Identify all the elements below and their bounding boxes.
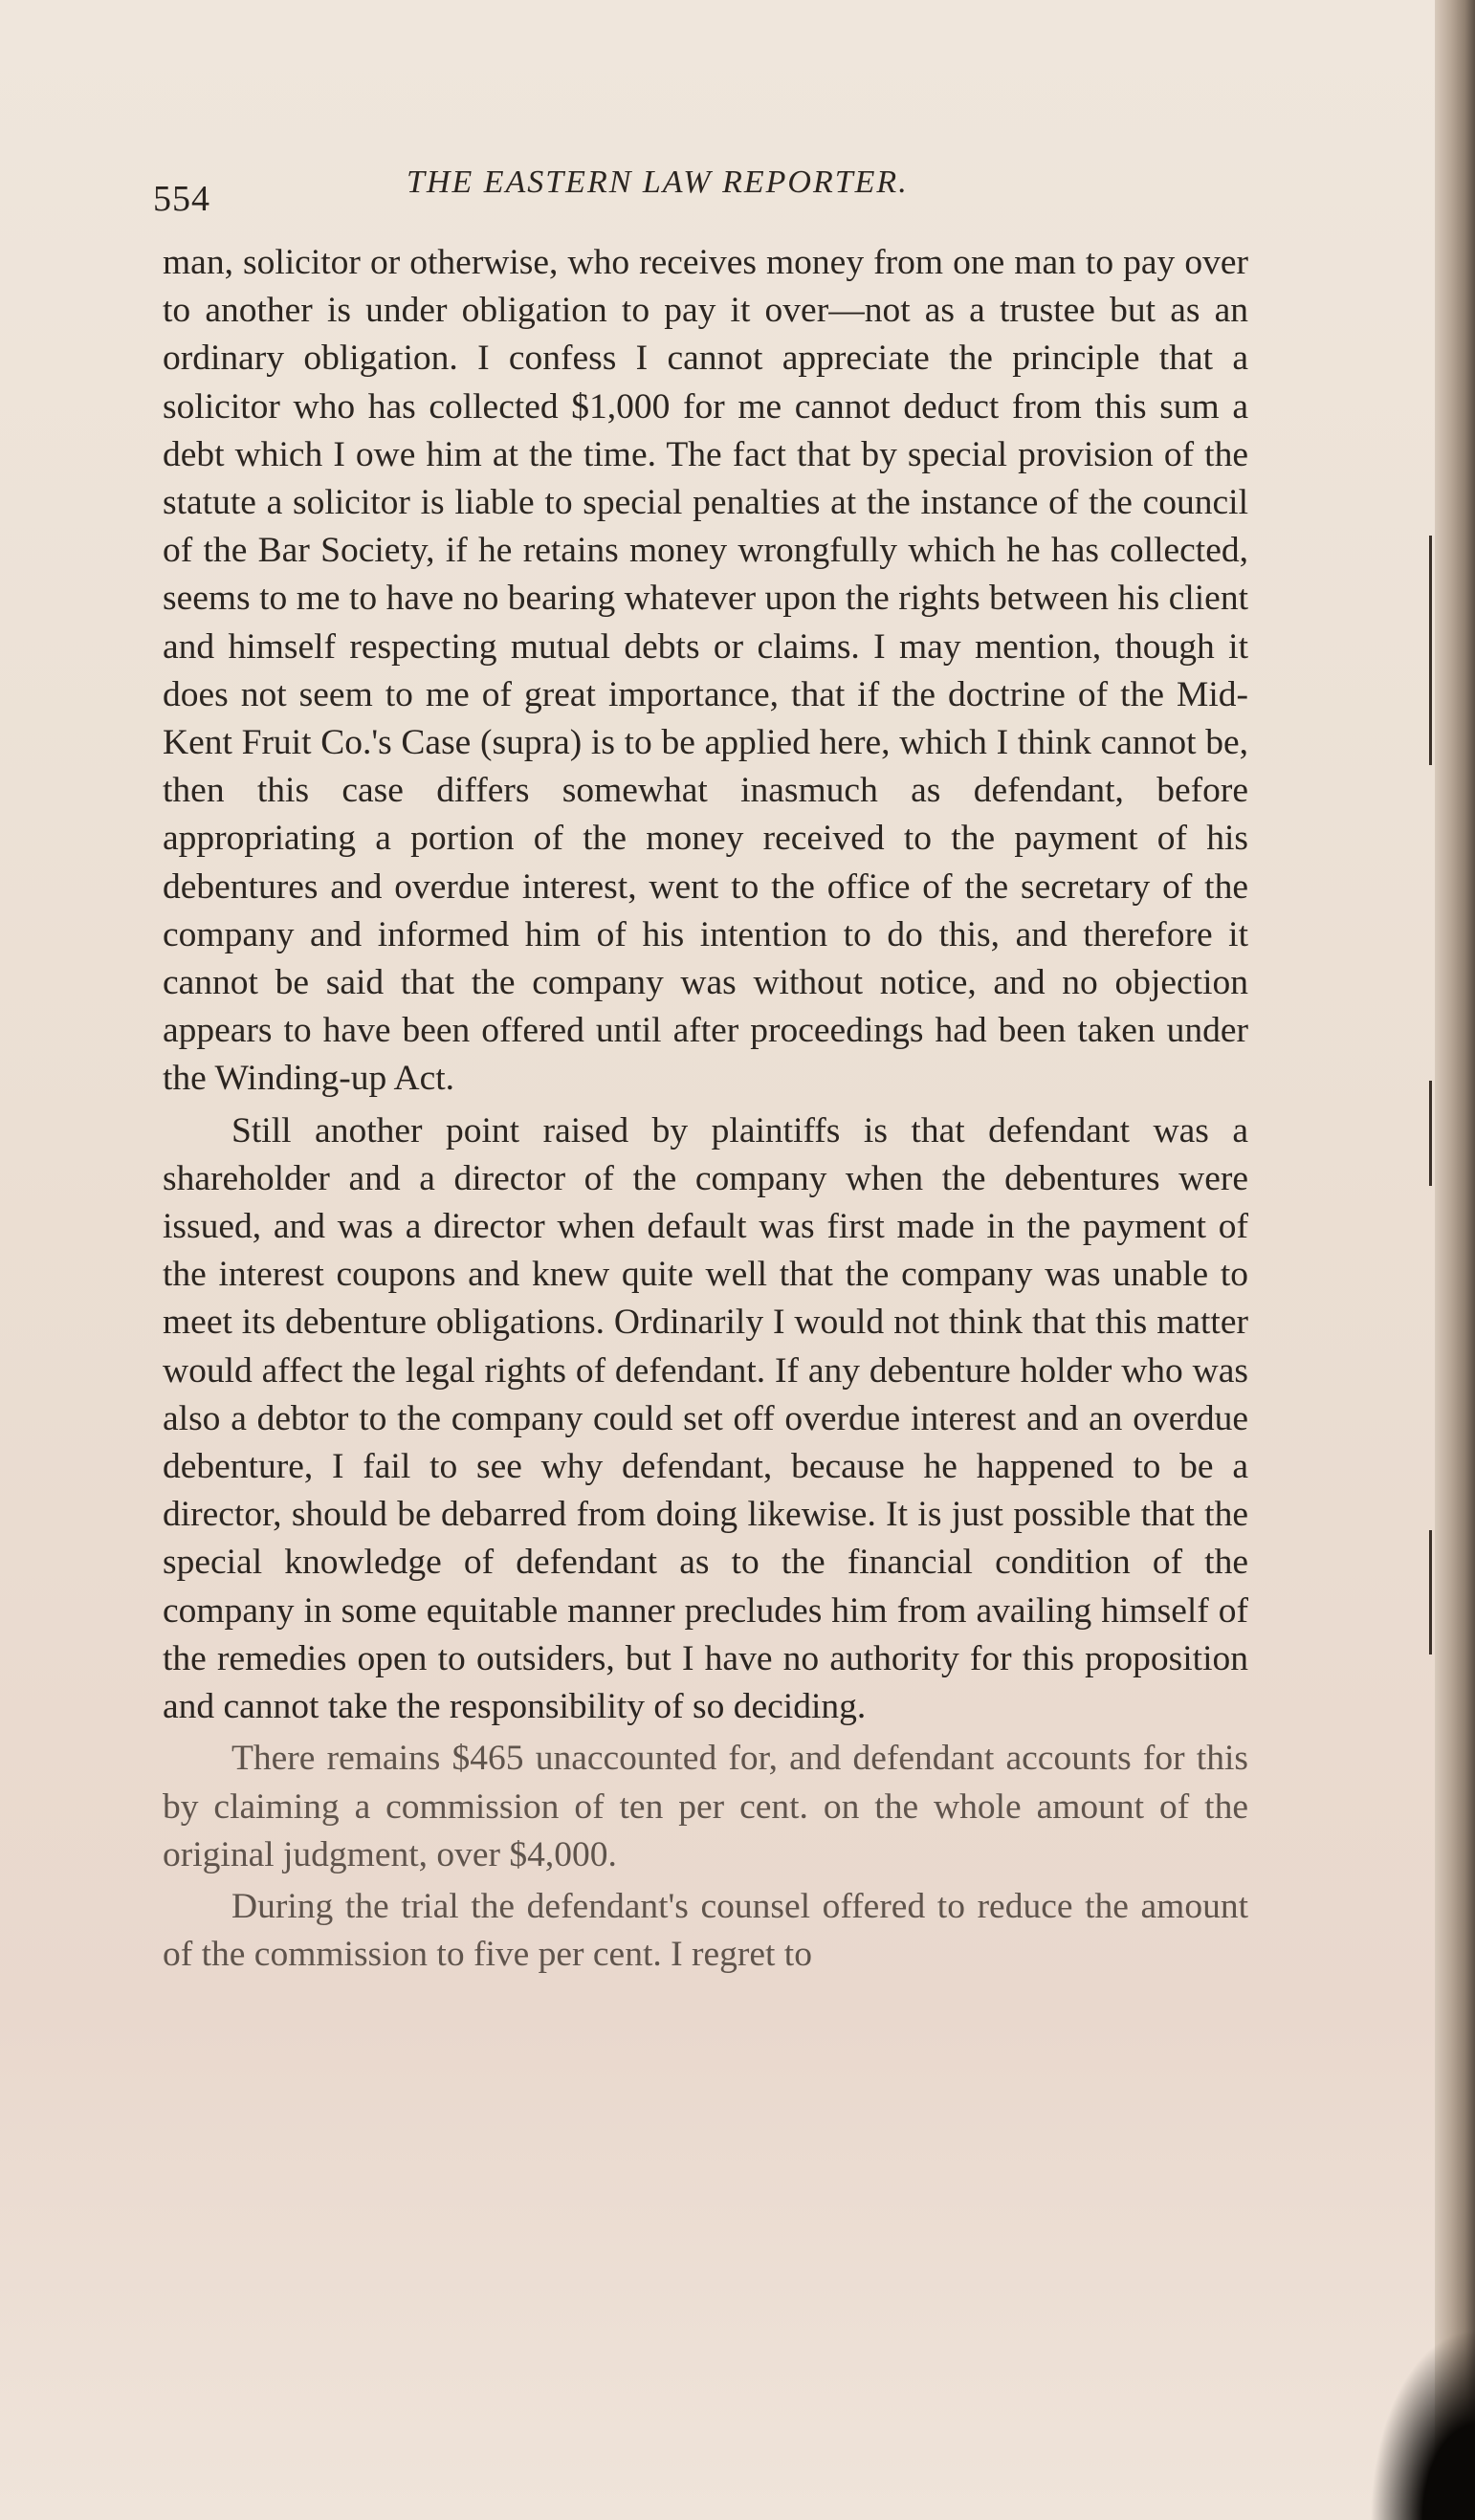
paragraph: During the trial the defendant's counsel offered to reduce the amount of the commission to five per cent. I regret to xyxy=(163,1886,1248,1975)
paragraph: man, solicitor or otherwise, who receives money from one man to pay over to another is under obligation to pay it over—not as a trustee but as an ordinary obligation. I confess I cannot appreciate the principle that a solicitor who has collected $1,000 for me cannot deduct from this sum a debt which I owe him at the time. The fact that by special provision of the statute a solicitor is liable to special penalties at the instance of the council of the Bar Society, if he retains money wrongfully which he has collected, seems to me to have no bearing whatever upon the rights between his client and himself respecting mutual debts or claims. I may mention, though it does not seem to me of great importance, that if the doctrine of the Mid-Kent Fruit Co.'s Case (supra) is to be applied here, which I think cannot be, then this case differs somewhat inasmuch as defendant, before appropriating a portion of the money received to the payment of his debentures and overdue interest, went to the office of the secretary of the company and informed him of his intention to do this, and therefore it cannot be said that the company was without notice, and no objection appears to have been offered until after proceedings had been taken under the Winding-up Act. xyxy=(163,243,1248,1099)
margin-mark xyxy=(1429,1081,1432,1186)
page-edge xyxy=(1435,0,1475,2520)
body-text xyxy=(163,239,1248,1979)
running-title: THE EASTERN LAW REPORTER. xyxy=(407,164,909,200)
page-corner-shadow xyxy=(1370,2329,1475,2520)
page-number: 554 xyxy=(153,179,210,219)
page-header xyxy=(153,164,1253,219)
margin-mark xyxy=(1429,536,1432,765)
paragraph: Still another point raised by plaintiffs is that defendant was a shareholder and a director of the company when the debentures were issued, and was a director when default was first made in the payment of the interest coupons and knew quite well that the company was unable to meet its debenture obligations. Ordinarily I would not think that this matter would affect the legal rights of defendant. If any debenture holder who was also a debtor to the company could set off overdue interest and an overdue debenture, I fail to see why defendant, because he happened to be a director, should be debarred from doing likewise. It is just possible that the special knowledge of defendant as to the financial condition of the company in some equitable manner precludes him from availing himself of the remedies open to outsiders, but I have no authority for this proposition and cannot take the responsibility of so deciding. xyxy=(163,1110,1248,1727)
margin-mark xyxy=(1429,1530,1432,1654)
paragraph: There remains $465 unaccounted for, and defendant accounts for this by claiming a commission of ten per cent. on the whole amount of the original judgment, over $4,000. xyxy=(163,1739,1248,1874)
